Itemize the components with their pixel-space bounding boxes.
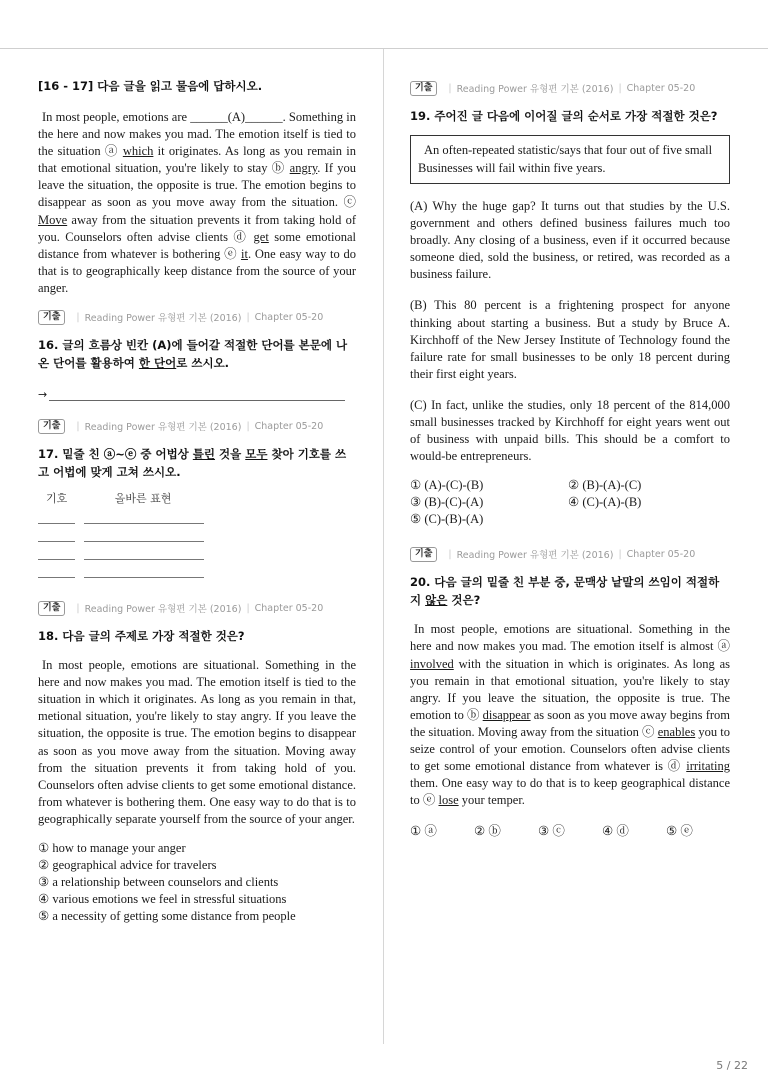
underlined-term: enables (657, 724, 696, 739)
source-tag: 기출 | Reading Power 유형편 기본 (2016) | Chapter 05-20 (38, 418, 356, 434)
answer-line-16[interactable] (38, 388, 356, 401)
option[interactable]: ① (A)-(C)-(B) (410, 478, 484, 493)
option[interactable]: ② geographical advice for travelers (38, 857, 217, 872)
source-tag: 기출 | Reading Power 유형편 기본 (2016) | Chapter 05-20 (38, 309, 356, 325)
underlined-term: 틀린 (192, 447, 216, 462)
option[interactable]: ② ⓑ (474, 824, 501, 839)
tag-source: Reading Power 유형편 기본 (2016) (84, 604, 242, 616)
answer-grid-header: 기호 올바른 표현 (46, 492, 172, 506)
tag-badge: 기출 (410, 547, 437, 562)
option[interactable]: ③ (B)-(C)-(A) (410, 495, 484, 510)
tag-badge: 기출 (410, 81, 437, 96)
tag-source: Reading Power 유형편 기본 (2016) (456, 84, 614, 95)
tag-source: Reading Power 유형편 기본 (2016) (84, 422, 242, 434)
tag-source: Reading Power 유형편 기본 (2016) (456, 550, 614, 562)
source-tag: 기출 | Reading Power 유형편 기본 (2016) | Chapter 05-20 (38, 600, 356, 616)
tag-badge: 기출 (38, 601, 65, 616)
tag-badge: 기출 (38, 310, 65, 325)
underlined-term: it (241, 246, 248, 261)
question-20: 20. 다음 글의 밑줄 친 부분 중, 문맥상 낱말의 쓰임이 적절하지 않은 것은? (410, 575, 720, 608)
option[interactable]: ③ a relationship between counselors and clients (38, 874, 279, 889)
underlined-term: involved (410, 656, 454, 671)
passage-18: In most people, emotions are situational. Something in the here and now makes you mad. The emotion itself is tied to the situation in which it originates. As long as you remain in that, metional situation, you're likely to stay angry. If you leave the situation, the opposite is true. The emotion begins to disappear as soon as you move away from the situation. Moving away from the situation prevents it from taking hold of you. Counselors often advise clients to get some emotional distance. from whatever is bothering them. One easy way to do that is to geographically separate yourself from the source of your anger. (38, 658, 356, 826)
given-text-box: An often-repeated statistic/says that four out of five small Businesses will fail within five years. (410, 135, 730, 184)
source-tag: 기출 | Reading Power 유형편 기본 (2016) | Chapter 05-20 (410, 80, 730, 96)
tag-chapter: Chapter 05-20 (254, 602, 324, 614)
underlined-term: get (253, 229, 269, 244)
question-17: 17. 밑줄 친 ⓐ~ⓔ 중 어법상 틀린 것을 모두 찾아 기호를 쓰고 어법에 맞게 고쳐 쓰시오. (38, 447, 347, 480)
top-rule (0, 48, 768, 49)
right-column (410, 80, 730, 839)
option[interactable]: ③ ⓒ (538, 824, 565, 839)
paragraph-a: (A) Why the huge gap? It turns out that studies by the U.S. government and others defined business failures much too broadly. Any closing of a business, even if it occurred because someone died, sold the business, or retired, was recorded as a business failure. (410, 199, 730, 282)
underlined-term: Move (38, 212, 68, 227)
left-column (38, 78, 356, 925)
options-18 (38, 840, 356, 925)
tag-chapter: Chapter 05-20 (626, 82, 696, 94)
option[interactable]: ① ⓐ (410, 824, 437, 839)
tag-source: Reading Power 유형편 기본 (2016) (84, 313, 242, 325)
tag-chapter: Chapter 05-20 (254, 311, 324, 323)
underlined-term: irritating (686, 759, 730, 774)
option[interactable]: ⑤ (C)-(B)-(A) (410, 512, 484, 527)
underlined-term: 모두 (245, 447, 268, 462)
question-19: 19. 주어진 글 다음에 이어질 글의 순서로 가장 적절한 것은? (410, 109, 718, 123)
page-number: 5 / 22 (716, 1059, 748, 1072)
paragraph-b: (B) This 80 percent is a frightening prospect for anyone thinking about starting a business. But a study by Bruce A. Kirchhoff of the New Jersey Institute of Technology found the failure rate for small businesses to be only 18 percent during their first eight years. (410, 298, 730, 381)
answer-grid-17[interactable] (38, 512, 356, 578)
option[interactable]: ② (B)-(A)-(C) (568, 478, 642, 493)
option[interactable]: ④ ⓓ (602, 824, 629, 839)
underlined-term: which (122, 144, 154, 159)
underlined-term: 않은 (425, 593, 448, 608)
arrow-icon: → (38, 388, 48, 402)
option[interactable]: ① how to manage your anger (38, 840, 186, 855)
passage-20: In most people, emotions are situational. Something in the here and now makes you mad. The emotion itself is almost ⓐ involved with the situation in which is originates. As long as you remain in that emotional situation, you're likely to stay angry. If you leave the situation, the opposite is true. The emotion to ⓑ disappear as soon as you move away begins from the situation. Moving away from the situation ⓒ enables you to seize control of your emotion. Counselors often advise clients to get some emotional distance from whatever is ⓓ irritating them. One easy way to do that is to keep geographical distance to ⓔ lose your temper. (410, 622, 730, 808)
options-19 (410, 477, 730, 528)
passage-16-17: In most people, emotions are ______(A)______. Something in the here and now makes you mad. The emotion itself is tied to the situation ⓐ which it originates. As long as you remain in that emotional situation, you're likely to stay ⓑ angry. If you leave the situation, the opposite is true. The emotion begins to disappear as soon as you move away from the situation. ⓒ Move away from the situation prevents it from taking hold of you. Counselors often advise clients ⓓ get some emotional distance from whatever is bothering ⓔ it. One easy way to do that is to geographically keep distance from the source of your anger. (38, 110, 357, 295)
underlined-term: angry (289, 161, 318, 176)
tag-chapter: Chapter 05-20 (254, 420, 324, 432)
option[interactable]: ④ (C)-(A)-(B) (568, 495, 642, 510)
question-18: 18. 다음 글의 주제로 가장 적절한 것은? (38, 629, 245, 644)
section-header: [16 - 17] 다음 글을 읽고 물음에 답하시오. (38, 79, 263, 93)
options-20 (410, 821, 730, 839)
option[interactable]: ⑤ ⓔ (666, 824, 693, 839)
underlined-term: lose (438, 793, 459, 808)
column-divider (383, 49, 384, 1044)
option[interactable]: ⑤ a necessity of getting some distance from people (38, 908, 296, 923)
option[interactable]: ④ various emotions we feel in stressful situations (38, 891, 287, 906)
source-tag: 기출 | Reading Power 유형편 기본 (2016) | Chapter 05-20 (410, 546, 730, 562)
question-16: 16. 글의 흐름상 빈칸 (A)에 들어갈 적절한 단어를 본문에 나온 단어를 활용하여 한 단어로 쓰시오. (38, 338, 348, 371)
tag-chapter: Chapter 05-20 (626, 548, 696, 560)
tag-badge: 기출 (38, 419, 65, 434)
paragraph-c: (C) In fact, unlike the studies, only 18 percent of the 814,000 small businesses tracked by Kirchhoff for eight years went out of business with unpaid bills. This should be a comfort to would-be entrepreneurs. (410, 397, 730, 464)
underlined-term: 한 단어 (138, 356, 177, 371)
underlined-term: disappear (482, 707, 531, 722)
